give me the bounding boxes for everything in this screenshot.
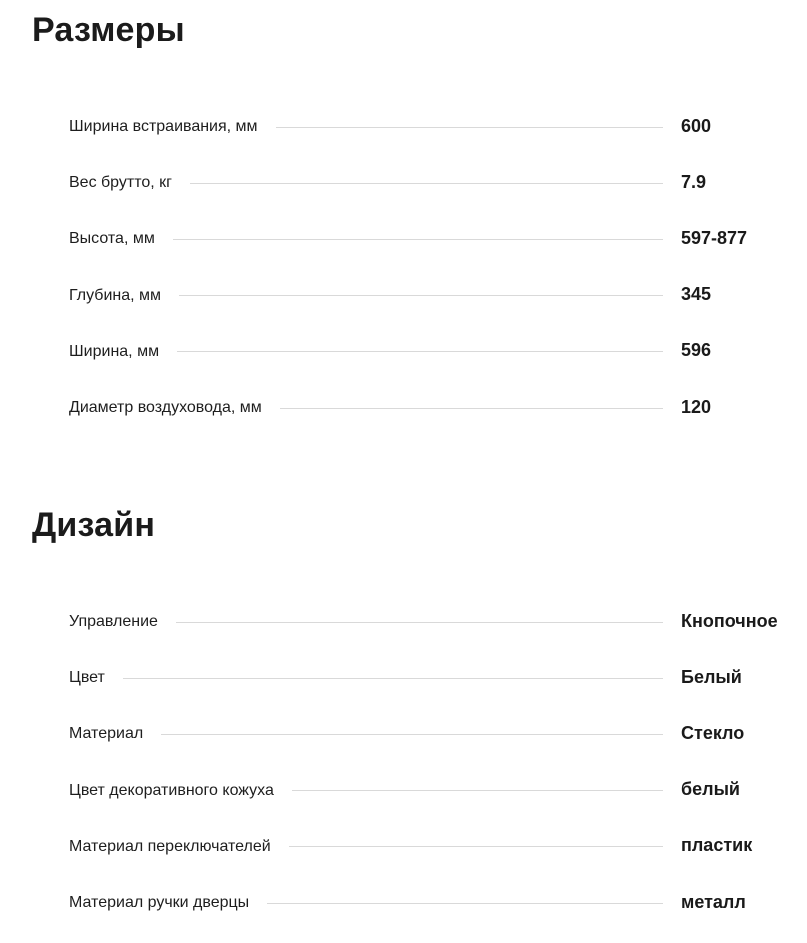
spec-value: 600: [681, 115, 712, 136]
spec-value: Белый: [681, 666, 742, 687]
spec-label: Вес брутто, кг: [69, 174, 172, 192]
spec-label: Ширина встраивания, мм: [69, 118, 258, 136]
spec-value: пластик: [681, 835, 753, 856]
spec-label: Диаметр воздуховода, мм: [69, 399, 262, 417]
leader-line: [176, 622, 663, 623]
leader-line: [289, 846, 663, 847]
spec-label: Высота, мм: [69, 230, 155, 248]
spec-row: [69, 649, 807, 705]
leader-line: [267, 903, 663, 904]
spec-value: 7.9: [681, 171, 707, 192]
leader-line: [179, 295, 663, 296]
section-title-design: Дизайн: [32, 506, 156, 544]
spec-value: Кнопочное: [681, 610, 778, 631]
spec-row: [69, 818, 807, 874]
leader-line: [292, 790, 663, 791]
spec-list-design: [69, 593, 807, 930]
spec-value: 120: [681, 396, 712, 417]
spec-label: Цвет: [69, 669, 105, 687]
spec-label: Глубина, мм: [69, 286, 162, 304]
leader-line: [280, 408, 663, 409]
spec-value: Стекло: [681, 722, 745, 743]
spec-row: [69, 210, 807, 266]
spec-label: Материал переключателей: [69, 837, 271, 855]
spec-row: [69, 705, 807, 761]
leader-line: [173, 239, 663, 240]
spec-list-dimensions: [69, 98, 807, 435]
spec-row: [69, 593, 807, 649]
spec-value: 597-877: [681, 227, 748, 248]
spec-label: Цвет декоративного кожуха: [69, 781, 274, 799]
spec-label: Ширина, мм: [69, 342, 160, 360]
leader-line: [177, 351, 663, 352]
leader-line: [276, 127, 663, 128]
leader-line: [190, 183, 663, 184]
spec-row: [69, 323, 807, 379]
section-title-dimensions: Размеры: [32, 11, 185, 49]
spec-value: 345: [681, 284, 712, 305]
leader-line: [123, 678, 663, 679]
spec-row: [69, 874, 807, 930]
spec-row: [69, 98, 807, 154]
spec-label: Материал: [69, 725, 144, 743]
spec-value: белый: [681, 779, 741, 800]
spec-row: [69, 762, 807, 818]
spec-value: металл: [681, 891, 746, 912]
spec-value: 596: [681, 340, 712, 361]
spec-label: Управление: [69, 613, 158, 631]
spec-row: [69, 267, 807, 323]
spec-row: [69, 154, 807, 210]
leader-line: [161, 734, 663, 735]
spec-row: [69, 379, 807, 435]
spec-label: Материал ручки дверцы: [69, 894, 250, 912]
